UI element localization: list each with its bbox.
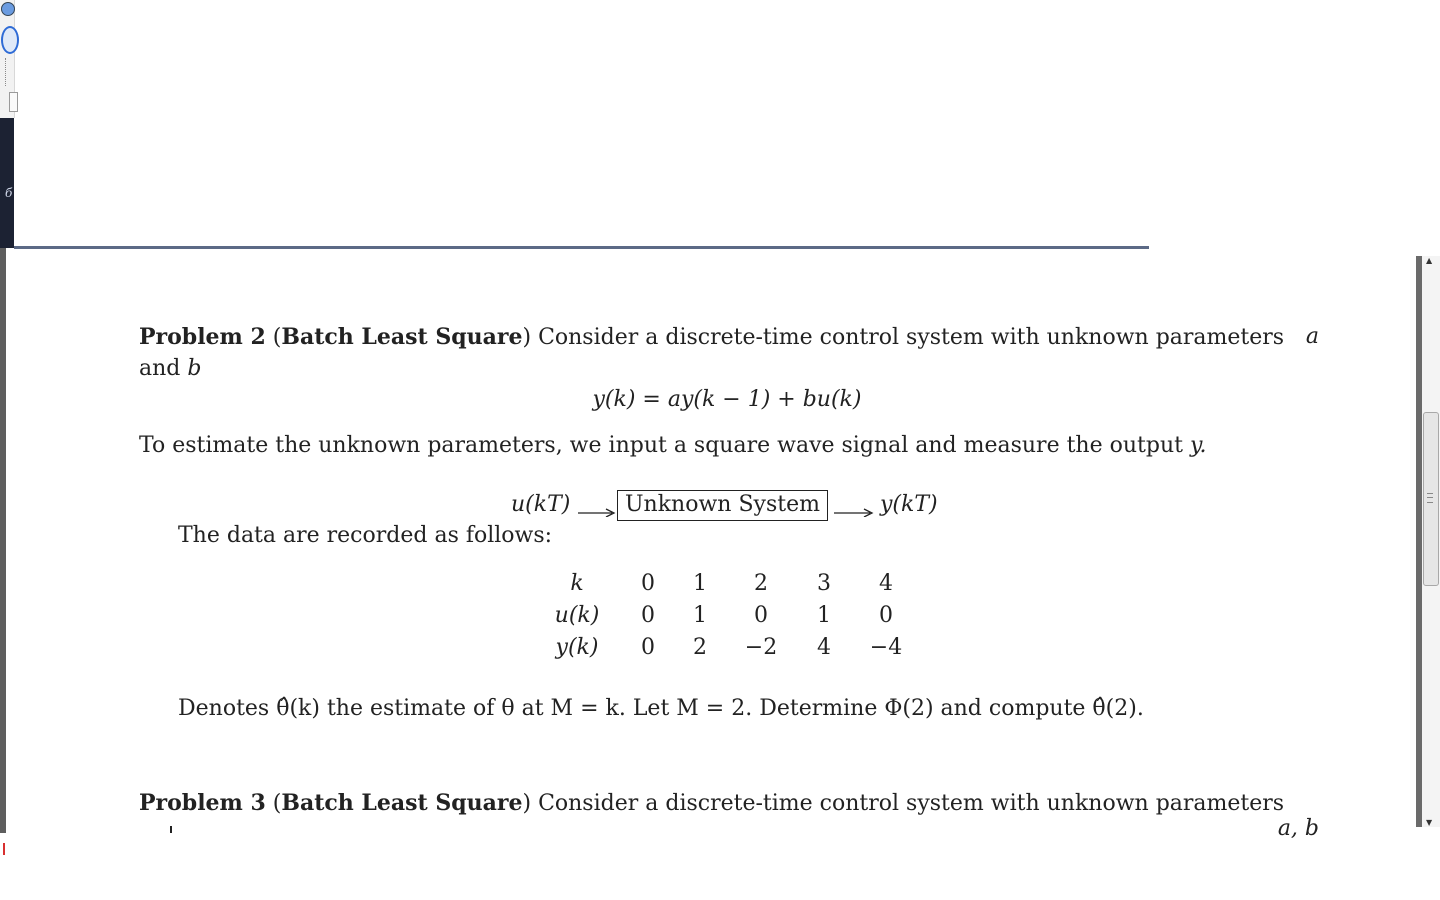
diagram-output: y(kT) xyxy=(880,492,938,517)
problem3-topic: Batch Least Square xyxy=(281,790,523,816)
problem2-intro-line2 xyxy=(139,356,201,381)
problem2-var-a: a xyxy=(1305,324,1319,349)
table-cell: −2 xyxy=(744,635,778,660)
table-cell: 2 xyxy=(754,571,768,596)
row-label: y(k) xyxy=(555,635,599,660)
estimate-sentence xyxy=(139,433,1206,458)
table-cell: 0 xyxy=(641,635,655,660)
back-icon[interactable] xyxy=(1,26,19,54)
problem2-label: Problem 2 xyxy=(139,324,266,350)
header-divider xyxy=(14,246,1149,249)
data-intro: The data are recorded as follows: xyxy=(178,523,553,548)
clipped-text-fragment xyxy=(170,826,180,833)
question-text: Denotes θ̂(k) the estimate of θ at M = k. Let M = 2. Determine Φ(2) and compute θ̂(2). xyxy=(178,696,1144,721)
table-cell: 0 xyxy=(879,603,893,628)
row-label: u(k) xyxy=(554,603,600,628)
dotted-separator xyxy=(5,58,7,86)
problem3-intro-line: Problem 3 (Batch Least Square) Consider a discrete-time control system with unknown parameters a, b xyxy=(139,790,1319,841)
scroll-grip-icon xyxy=(1427,493,1433,503)
collapsed-field[interactable] xyxy=(9,92,18,112)
table-cell: 4 xyxy=(817,635,831,660)
table-cell: 1 xyxy=(693,571,707,596)
table-cell: 0 xyxy=(641,571,655,596)
left-panel-dark xyxy=(0,118,14,248)
problem2-var-b: b xyxy=(187,356,202,381)
problem2-topic: Batch Least Square xyxy=(281,324,523,350)
problem3-vars: a, b xyxy=(1277,816,1319,841)
estimate-var: y. xyxy=(1189,433,1207,458)
red-marker xyxy=(3,843,5,855)
diagram-output-arrow xyxy=(834,502,874,514)
diagram-system-box xyxy=(617,490,828,521)
diagram-system-label: Unknown System xyxy=(617,490,828,521)
problem3-label: Problem 3 xyxy=(139,790,266,816)
problem2-intro: Consider a discrete-time control system with unknown parameters xyxy=(538,325,1285,350)
row-label: k xyxy=(570,571,584,596)
table-cell: −4 xyxy=(869,635,903,660)
table-cell: 1 xyxy=(693,603,707,628)
scroll-down-icon[interactable]: ▼ xyxy=(1426,818,1433,827)
app-icon[interactable] xyxy=(1,2,15,16)
table-cell: 4 xyxy=(879,571,893,596)
estimate-text: To estimate the unknown parameters, we input a square wave signal and measure the output xyxy=(139,433,1183,458)
problem2-intro-line: Problem 2 (Batch Least Square) Consider a discrete-time control system with unknown parameters a xyxy=(139,324,1319,350)
problem3-intro: Consider a discrete-time control system with unknown parameters xyxy=(538,791,1285,816)
diagram-input: u(kT) xyxy=(511,492,571,517)
table-cell: 0 xyxy=(754,603,768,628)
table-cell: 1 xyxy=(817,603,831,628)
table-cell: 3 xyxy=(817,571,831,596)
model-equation: y(k) = ay(k − 1) + bu(k) xyxy=(592,387,862,412)
panel-glyph-icon: б xyxy=(5,186,13,200)
table-cell: 0 xyxy=(641,603,655,628)
scroll-up-icon[interactable]: ▲ xyxy=(1426,256,1433,265)
table-cell: 2 xyxy=(693,635,707,660)
problem2-and: and xyxy=(139,356,181,381)
left-panel-edge xyxy=(0,248,6,833)
diagram-input-arrow xyxy=(578,502,616,514)
